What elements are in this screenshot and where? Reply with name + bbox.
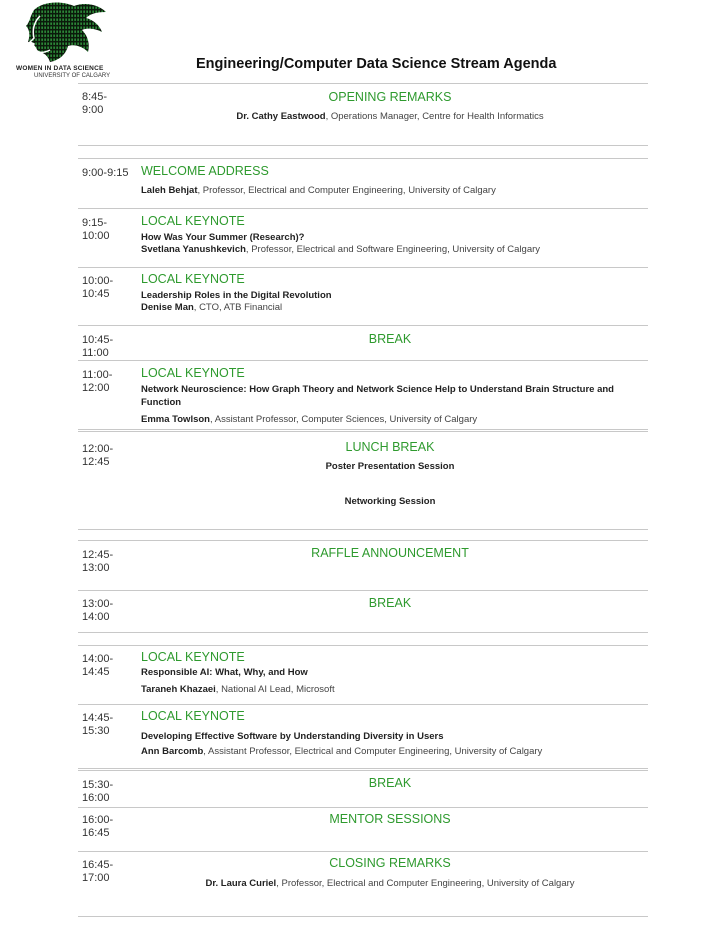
speaker-line [141,302,282,313]
speaker-line [140,878,640,889]
divider [78,325,648,326]
speaker-name: Dr. Cathy Eastwood [236,111,326,122]
session-heading: BREAK [368,776,412,790]
session-time: 8:45- 9:00 [82,91,108,116]
divider [78,429,648,432]
divider [78,645,648,646]
session-heading: BREAK [368,596,412,610]
speaker-name: Laleh Behjat [141,185,198,196]
page-title: Engineering/Computer Data Science Stream Agenda [196,56,557,72]
session-heading: LOCAL KEYNOTE [141,272,245,286]
talk-title: Network Neuroscience: How Graph Theory and Network Science Help to Understand Brain Structure and Function [141,384,614,408]
talk-title: Developing Effective Software by Understanding Diversity in Users [141,731,444,742]
speaker-name: Ann Barcomb [141,746,204,757]
speaker-name: Dr. Laura Curiel [205,878,277,889]
speaker-name: Svetlana Yanushkevich [141,244,246,255]
speaker-line [141,185,496,196]
divider [78,807,648,808]
speaker-line [140,111,640,122]
speaker-name: Taraneh Khazaei [141,684,216,695]
speaker-line [141,414,477,425]
session-time: 16:45- 17:00 [82,859,114,884]
divider [78,267,648,268]
logo [16,2,116,82]
divider [78,590,648,591]
session-time: 12:45- 13:00 [82,549,114,574]
speaker-line [141,244,540,255]
session-heading: RAFFLE ANNOUNCEMENT [311,546,469,560]
divider [78,916,648,917]
talk-title: How Was Your Summer (Research)? [141,232,305,243]
session-time: 12:00- 12:45 [82,443,114,468]
session-heading: LOCAL KEYNOTE [141,650,245,664]
speaker-role: , Professor, Electrical and Software Engineering, University of Calgary [245,244,541,255]
speaker-role: , Operations Manager, Centre for Health Informatics [325,111,544,122]
session-heading: LOCAL KEYNOTE [141,709,245,723]
divider [78,360,648,361]
speaker-line [141,684,335,695]
session-heading: CLOSING REMARKS [329,856,451,870]
session-time: 14:45- 15:30 [82,712,114,737]
session-heading: LUNCH BREAK [345,440,435,454]
divider [78,632,648,633]
session-heading: LOCAL KEYNOTE [141,214,245,228]
session-time: 11:00- 12:00 [82,369,113,394]
speaker-name: Denise Man [141,302,194,313]
session-time: 14:00- 14:45 [82,653,114,678]
session-detail: Poster Presentation Session [325,461,455,472]
session-time: 16:00- 16:45 [82,814,114,839]
speaker-role: , Professor, Electrical and Computer Engineering, University of Calgary [276,878,575,889]
session-heading: BREAK [368,332,412,346]
session-time: 13:00- 14:00 [82,598,114,623]
session-detail: Networking Session [344,496,436,507]
session-heading: OPENING REMARKS [328,90,452,104]
session-heading: WELCOME ADDRESS [141,164,269,178]
talk-title: Responsible AI: What, Why, and How [141,667,308,678]
divider [78,208,648,209]
session-time: 9:00-9:15 [82,167,129,179]
session-heading: MENTOR SESSIONS [329,812,451,826]
divider [78,768,648,771]
divider [78,158,648,159]
speaker-line [141,746,542,757]
divider [78,540,648,541]
women-in-data-science-logo-icon [20,2,112,64]
logo-title: WOMEN IN DATA SCIENCE [16,65,104,72]
speaker-role: , Professor, Electrical and Computer Engineering, University of Calgary [197,185,496,196]
divider [78,83,648,84]
speaker-role: , CTO, ATB Financial [193,302,283,313]
session-time: 9:15- 10:00 [82,217,110,242]
logo-subtitle: UNIVERSITY OF CALGARY [34,73,111,79]
speaker-role: , Assistant Professor, Electrical and Computer Engineering, University of Calgary [203,746,543,757]
divider [78,529,648,530]
session-time: 10:00- 10:45 [82,275,114,300]
divider [78,851,648,852]
divider [78,145,648,146]
talk-title: Leadership Roles in the Digital Revolution [141,290,332,301]
session-heading: LOCAL KEYNOTE [141,366,245,380]
speaker-role: , National AI Lead, Microsoft [215,684,335,695]
speaker-role: , Assistant Professor, Computer Sciences, University of Calgary [209,414,478,425]
session-time: 10:45- 11:00 [82,334,114,359]
divider [78,704,648,705]
session-time: 15:30- 16:00 [82,779,114,804]
speaker-name: Emma Towlson [141,414,210,425]
